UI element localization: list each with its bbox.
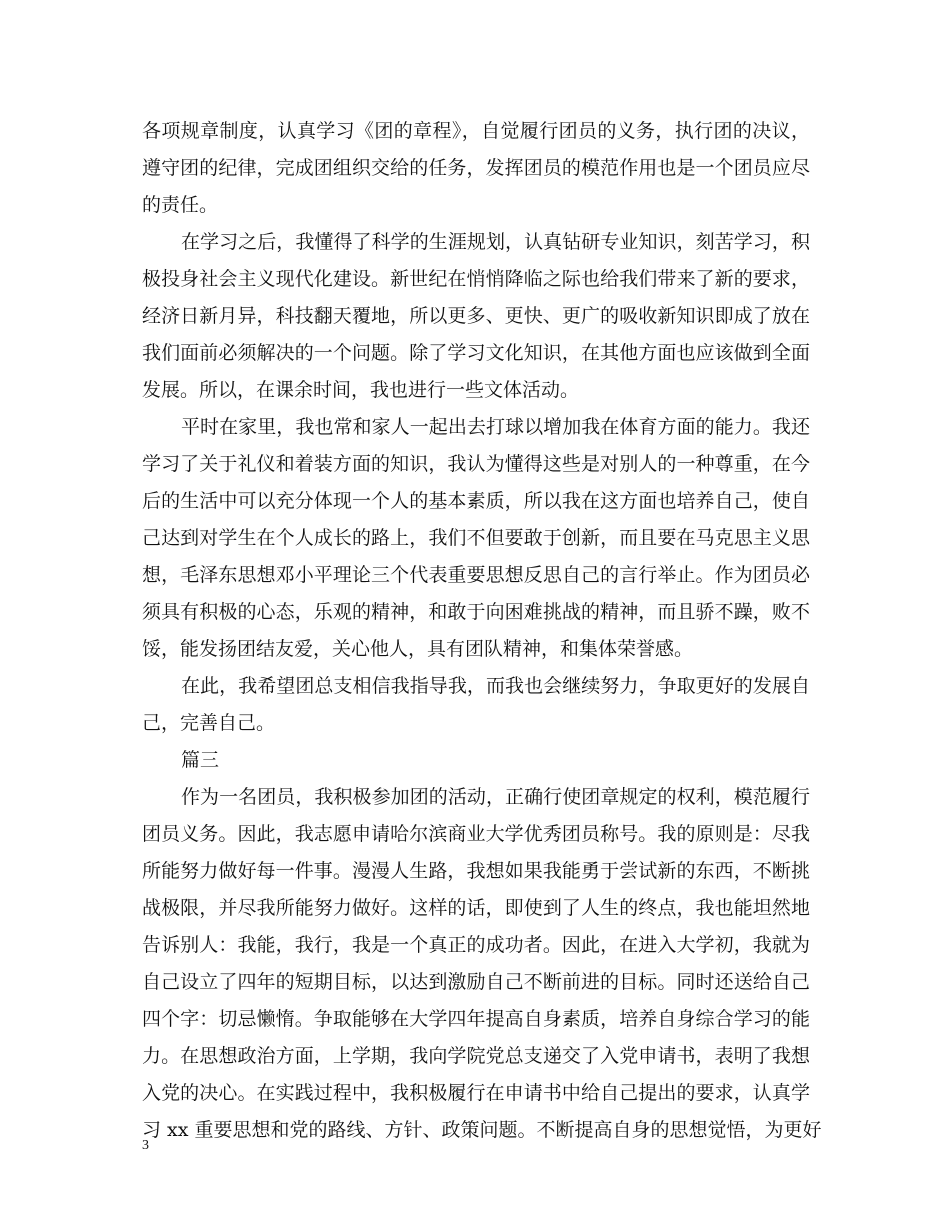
text-line: 习 xx 重要思想和党的路线、方针、政策问题。不断提高自身的思想觉悟，为更好	[142, 1119, 822, 1141]
text-line: 想，毛泽东思想邓小平理论三个代表重要思想反思自己的言行举止。作为团员必	[142, 564, 810, 586]
text-line: 力。在思想政治方面，上学期，我向学院党总支递交了入党申请书，表明了我想	[142, 1045, 810, 1067]
paragraph-first-line: 在此，我希望团总支相信我指导我，而我也会继续努力，争取更好的发展自	[181, 675, 810, 697]
text-line: 告诉别人：我能，我行，我是一个真正的成功者。因此，在进入大学初，我就为	[142, 934, 810, 956]
text-line: 四个字：切忌懒惰。争取能够在大学四年提高自身素质，培养自身综合学习的能	[142, 1008, 810, 1030]
text-line: 入党的决心。在实践过程中，我积极履行在申请书中给自己提出的要求，认真学	[142, 1082, 810, 1104]
page-number: 3	[142, 1138, 149, 1153]
document-body	[142, 113, 822, 1149]
text-line: 发展。所以，在课余时间，我也进行一些文体活动。	[142, 379, 580, 401]
text-line: 己，完善自己。	[142, 712, 276, 734]
text-line: 自己设立了四年的短期目标，以达到激励自己不断前进的目标。同时还送给自己	[142, 971, 810, 993]
text-line: 战极限，并尽我所能努力做好。这样的话，即使到了人生的终点，我也能坦然地	[142, 897, 810, 919]
text-line: 我们面前必须解决的一个问题。除了学习文化知识，在其他方面也应该做到全面	[142, 342, 810, 364]
text-line: 己达到对学生在个人成长的路上，我们不但要敢于创新，而且要在马克思主义思	[142, 527, 810, 549]
paragraph-first-line: 在学习之后，我懂得了科学的生涯规划，认真钻研专业知识，刻苦学习，积	[181, 231, 810, 253]
text-line: 学习了关于礼仪和着装方面的知识，我认为懂得这些是对别人的一种尊重，在今	[142, 453, 810, 475]
text-line: 馁，能发扬团结友爱，关心他人，具有团队精神，和集体荣誉感。	[142, 638, 694, 660]
paragraph-first-line: 作为一名团员，我积极参加团的活动，正确行使团章规定的权利，模范履行	[181, 786, 810, 808]
text-line: 须具有积极的心态，乐观的精神，和敢于向困难挑战的精神，而且骄不躁，败不	[142, 601, 810, 623]
text-line: 极投身社会主义现代化建设。新世纪在悄悄降临之际也给我们带来了新的要求，	[142, 268, 810, 290]
text-line: 的责任。	[142, 194, 219, 216]
paragraph-first-line: 平时在家里，我也常和家人一起出去打球以增加我在体育方面的能力。我还	[181, 416, 810, 438]
text-line: 各项规章制度，认真学习《团的章程》，自觉履行团员的义务，执行团的决议，	[142, 120, 810, 142]
text-line: 经济日新月异，科技翻天覆地，所以更多、更快、更广的吸收新知识即成了放在	[142, 305, 810, 327]
text-line: 遵守团的纪律，完成团组织交给的任务，发挥团员的模范作用也是一个团员应尽	[142, 157, 810, 179]
text-line: 所能努力做好每一件事。漫漫人生路，我想如果我能勇于尝试新的东西，不断挑	[142, 860, 810, 882]
section-heading: 篇三	[181, 749, 220, 771]
text-line: 后的生活中可以充分体现一个人的基本素质，所以我在这方面也培养自己，使自	[142, 490, 810, 512]
text-line: 团员义务。因此，我志愿申请哈尔滨商业大学优秀团员称号。我的原则是：尽我	[142, 823, 810, 845]
